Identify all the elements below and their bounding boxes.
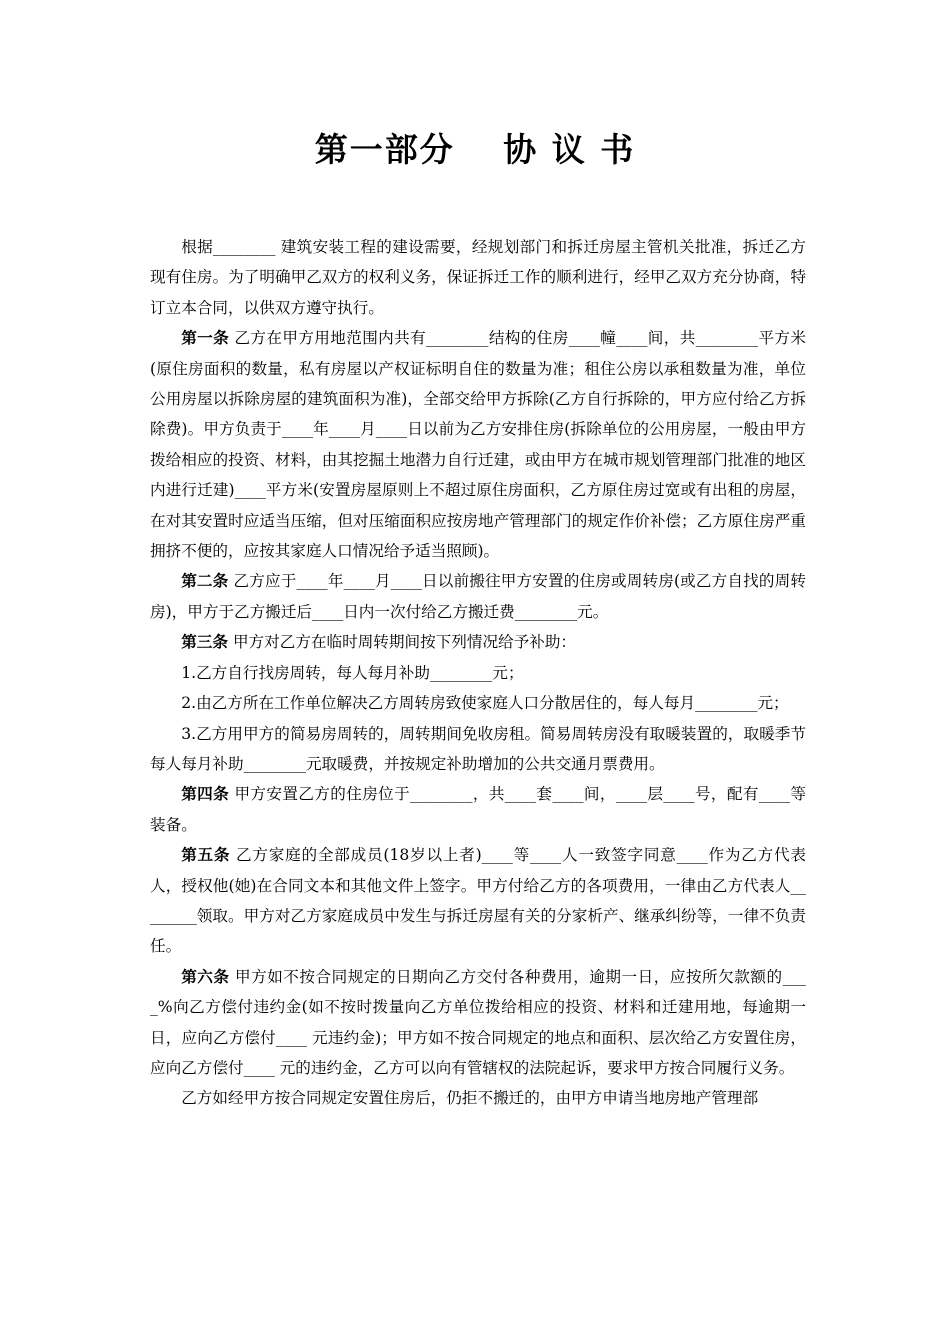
list-item-1 [150,658,806,688]
paragraph-text: 乙方如经甲方按合同规定安置住房后，仍拒不搬迁的，由甲方申请当地房地产管理部 [181,1089,759,1108]
list-item-2 [150,688,806,718]
paragraph-text: 根据________ 建筑安装工程的建设需要，经规划部门和拆迁房屋主管机关批准，拆迁乙方现有住房。为了明确甲乙双方的权利义务，保证拆迁工作的顺利进行，经甲乙双方充分协商，特订立本合同，以供双方遵守执行。 [150,238,806,317]
article-2-paragraph [150,566,806,627]
paragraph-text: 甲方安置乙方的住房位于________，共____套____间，____层____号，配有____等装备。 [150,785,806,834]
article-4-paragraph [150,779,806,840]
article-label: 第二条 [181,572,229,591]
article-label: 第四条 [181,785,230,804]
paragraph-text: 乙方应于____年____月____日以前搬往甲方安置的住房或周转房(或乙方自找的周转房)，甲方于乙方搬迁后____日内一次付给乙方搬迁费________元。 [150,572,806,621]
paragraph-text: 2.由乙方所在工作单位解决乙方周转房致使家庭人口分散居住的，每人每月________元； [181,694,789,713]
list-item-3 [150,719,806,780]
paragraph-text: 乙方家庭的全部成员(18岁以上者)____等____人一致签字同意____作为乙方代表人，授权他(她)在合同文本和其他文件上签字。甲方付给乙方的各项费用，一律由乙方代表人________领取。甲方对乙方家庭成员中发生与拆迁房屋有关的分家析产、继承纠纷等，一律不负责任。 [150,846,806,956]
paragraph-text: 甲方如不按合同规定的日期向乙方交付各种费用，逾期一日，应按所欠款额的____%向乙方偿付违约金(如不按时拨量向乙方单位拨给相应的投资、材料和迁建用地，每逾期一日，应向乙方偿付____ 元违约金)；甲方如不按合同规定的地点和面积、层次给乙方安置住房，应向乙方偿付____ 元的违约金，乙方可以向有管辖权的法院起诉，要求甲方按合同履行义务。 [150,967,806,1077]
article-5-paragraph [150,840,806,962]
paragraph-text: 乙方在甲方用地范围内共有________结构的住房____幢____间，共________平方米(原住房面积的数量，私有房屋以产权证标明自住的数量为准；租住公房以承租数量为准，单位公用房屋以拆除房屋的建筑面积为准)，全部交给甲方拆除(乙方自行拆除的，甲方应付给乙方拆除费)。甲方负责于____年____月____日以前为乙方安排住房(拆除单位的公用房屋，一般由甲方拨给相应的投资、材料，由其挖掘土地潜力自行迁建，或由甲方在城市规划管理部门批准的地区内进行迁建)____平方米(安置房屋原则上不超过原住房面积，乙方原住房过宽或有出租的房屋，在对其安置时应适当压缩，但对压缩面积应按房地产管理部门的规定作价补偿；乙方原住房严重拥挤不便的，应按其家庭人口情况给予适当照顾)。 [150,329,806,561]
page-title: 第一部分 协 议 书 [314,130,636,169]
closing-paragraph [150,1083,806,1113]
article-label: 第一条 [181,329,230,348]
paragraph-text: 3.乙方用甲方的简易房周转的，周转期间免收房租。简易周转房没有取暖装置的，取暖季节每人每月补助________元取暖费，并按规定补助增加的公共交通月票费用。 [150,724,806,773]
article-label: 第五条 [181,846,231,865]
article-label: 第六条 [181,967,230,986]
article-3-paragraph [150,627,806,657]
paragraph-text: 1.乙方自行找房周转，每人每月补助________元； [181,663,524,682]
article-6-paragraph [150,962,806,1084]
article-1-paragraph [150,323,806,566]
paragraph-text: 甲方对乙方在临时周转期间按下列情况给予补助： [227,633,577,652]
intro-paragraph [150,232,806,323]
article-label: 第三条 [181,633,228,652]
document-body [150,232,806,1114]
